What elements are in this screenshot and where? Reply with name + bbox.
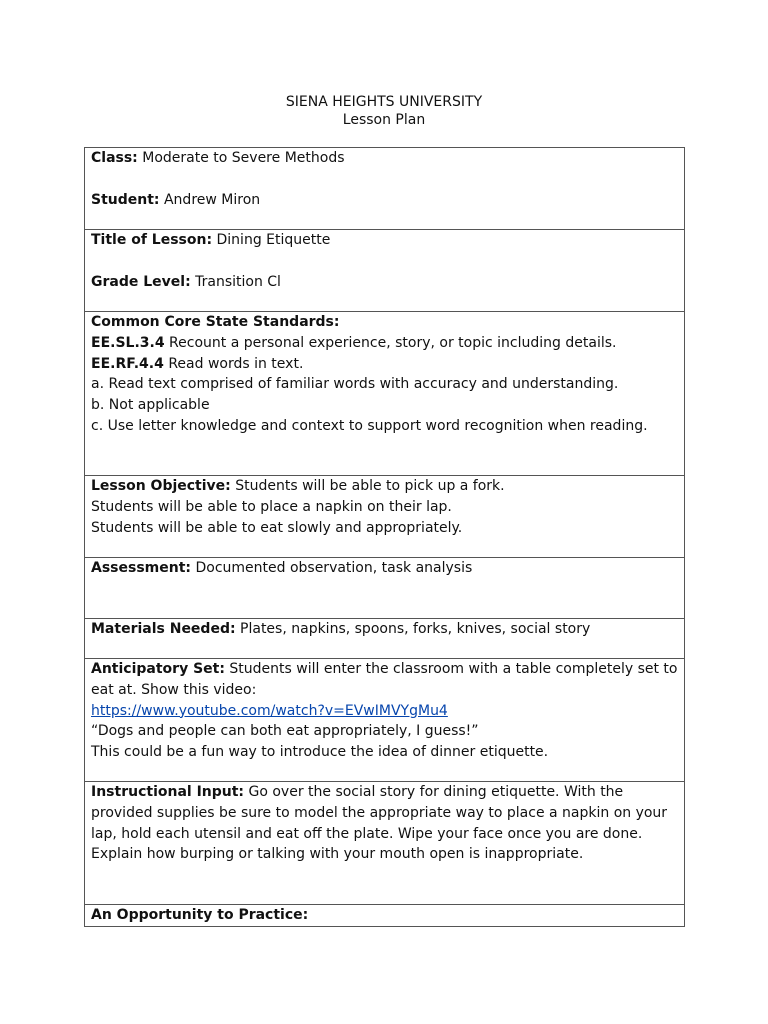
university-name: SIENA HEIGHTS UNIVERSITY (285, 94, 483, 110)
student-value: Andrew Miron (163, 191, 261, 208)
anticipatory-closing: This could be a fun way to introduce the idea of dinner etiquette. (91, 744, 549, 761)
instructional-text-2: Explain how burping or talking with your mouth open is inappropriate. (91, 846, 584, 863)
instructional-text: Go over the social story for dining etiquette. With the provided supplies be sure to model the appropriate way to place a napkin on your lap, hold each utensil and eat off the plate. Wipe your face once you are done. (91, 784, 668, 842)
objective-label: Lesson Objective: (91, 478, 231, 494)
cell-objective (85, 476, 685, 558)
materials-label: Materials Needed: (91, 621, 236, 637)
standard-1 (91, 333, 678, 354)
anticipatory-label: Anticipatory Set: (91, 661, 225, 677)
title-label: Title of Lesson: (91, 232, 213, 248)
instructional-label: Instructional Input: (91, 784, 245, 800)
anticipatory-text: Students will enter the classroom with a table completely set to eat at. Show this video: (91, 661, 678, 698)
class-line (91, 148, 678, 169)
title-line (91, 230, 678, 251)
row-anticipatory (85, 659, 685, 782)
row-materials (85, 619, 685, 659)
cell-instructional (85, 782, 685, 905)
standard-2-text: Read words in text. (168, 355, 304, 372)
lesson-plan-table (84, 147, 685, 927)
row-instructional (85, 782, 685, 905)
row-title-grade (85, 230, 685, 312)
standard-item-b: b. Not applicable (91, 397, 210, 414)
objective-line-3: Students will be able to eat slowly and appropriately. (91, 519, 463, 536)
standard-item-c: c. Use letter knowledge and context to support word recognition when reading. (91, 417, 648, 434)
anticipatory-quote: “Dogs and people can both eat appropriately, I guess!” (91, 723, 479, 740)
row-practice (85, 905, 685, 927)
assessment-label: Assessment: (91, 560, 192, 576)
standard-item-a: a. Read text comprised of familiar words with accuracy and understanding. (91, 376, 619, 393)
objective-line-1 (91, 476, 678, 497)
cell-anticipatory (85, 659, 685, 782)
objective-line-2: Students will be able to place a napkin on their lap. (91, 498, 452, 515)
video-link[interactable]: https://www.youtube.com/watch?v=EVwIMVYgMu4 (91, 702, 448, 719)
cell-class-student (85, 148, 685, 230)
grade-line (91, 272, 678, 293)
cell-practice (85, 905, 685, 927)
class-label: Class: (91, 150, 138, 166)
standard-1-text: Recount a personal experience, story, or topic including details. (169, 334, 617, 351)
standard-2 (91, 354, 678, 375)
grade-label: Grade Level: (91, 273, 191, 290)
student-line (91, 190, 678, 211)
row-standards (85, 312, 685, 476)
assessment-value: Documented observation, task analysis (195, 560, 473, 576)
cell-standards (85, 312, 685, 476)
document-header (0, 93, 768, 129)
cell-materials (85, 619, 685, 659)
cell-title-grade (85, 230, 685, 312)
practice-label: An Opportunity to Practice: (91, 907, 309, 923)
anticipatory-paragraph (91, 659, 678, 701)
cell-assessment (85, 558, 685, 619)
materials-line (91, 619, 678, 640)
standard-1-code: EE.SL.3.4 (91, 334, 165, 351)
materials-value: Plates, napkins, spoons, forks, knives, social story (240, 621, 591, 637)
row-objective (85, 476, 685, 558)
assessment-line (91, 558, 678, 579)
student-label: Student: (91, 191, 160, 208)
objective-text-1: Students will be able to pick up a fork. (235, 478, 505, 494)
standard-2-code: EE.RF.4.4 (91, 355, 164, 372)
class-value: Moderate to Severe Methods (142, 150, 345, 166)
standards-label: Common Core State Standards: (91, 314, 340, 330)
row-assessment (85, 558, 685, 619)
document-type: Lesson Plan (342, 112, 426, 128)
grade-value: Transition Cl (195, 273, 281, 290)
row-class-student (85, 148, 685, 230)
instructional-paragraph (91, 782, 678, 844)
title-value: Dining Etiquette (216, 232, 331, 248)
